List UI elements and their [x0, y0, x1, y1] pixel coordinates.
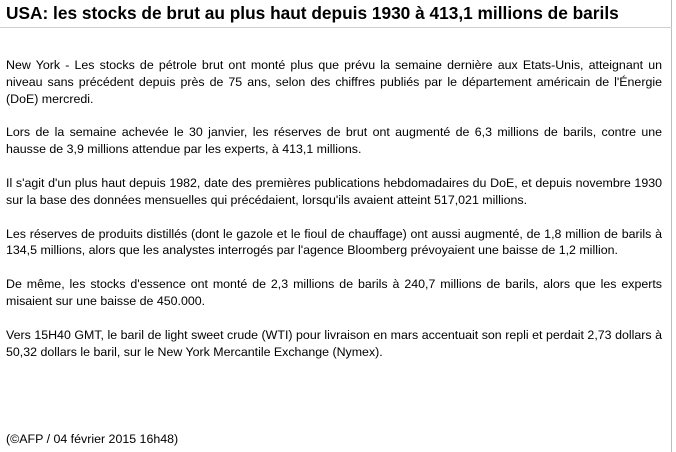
- article-title: USA: les stocks de brut au plus haut depuis 1930 à 413,1 millions de barils: [6, 3, 619, 23]
- article-paragraph-1: New York - Les stocks de pétrole brut ont monté plus que prévu la semaine dernière aux Etats-Unis, atteignant un niveau sans précédent depuis près de 75 ans, selon des chiffres publiés par le département américain de l'Énergie (DoE) mercredi.: [6, 58, 662, 106]
- article-paragraph-6: Vers 15H40 GMT, le baril de light sweet crude (WTI) pour livraison en mars accentuait son repli et perdait 2,73 dollars à 50,32 dollars le baril, sur le New York Mercantile Exchange (Nymex).: [6, 327, 662, 359]
- article-credit: (©AFP / 04 février 2015 16h48): [6, 432, 179, 446]
- article-paragraph-2: Lors de la semaine achevée le 30 janvier, les réserves de brut ont augmenté de 6,3 millions de barils, contre une hausse de 3,9 millions attendue par les experts, à 413,1 millions.: [6, 125, 662, 157]
- article-paragraph-3: Il s'agit d'un plus haut depuis 1982, date des premières publications hebdomadaires du DoE, et depuis novembre 1930 sur la base des données mensuelles qui précédaient, lorsqu'ils avaient atteint 517,021 millions.: [6, 175, 662, 207]
- article-body: [6, 57, 662, 377]
- title-divider: [0, 27, 672, 28]
- article-paragraph-5: De même, les stocks d'essence ont monté de 2,3 millions de barils à 240,7 millions de barils, alors que les experts misaient sur une baisse de 450.000.: [6, 277, 662, 308]
- article-paragraph-4: Les réserves de produits distillés (dont le gazole et le fioul de chauffage) ont aussi augmenté, de 1,8 million de barils à 134,5 millions, alors que les analystes interrogés par l'agence Bloomberg prévoyaient une baisse de 1,2 million.: [6, 226, 662, 258]
